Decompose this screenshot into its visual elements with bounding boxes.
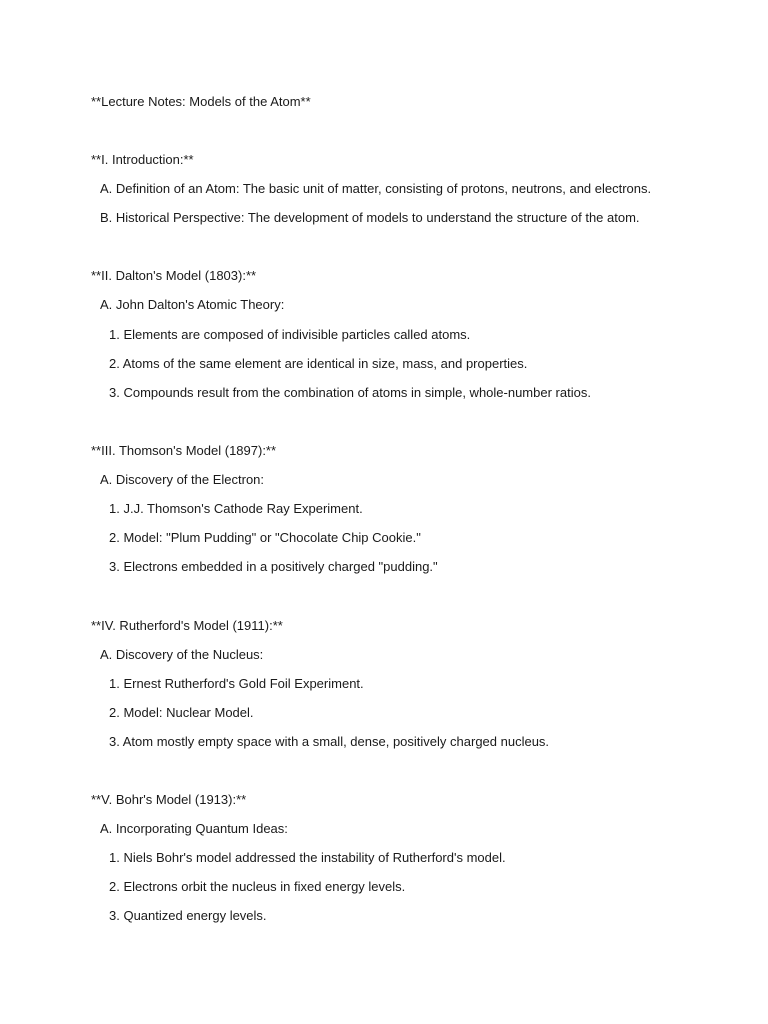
section-heading-rutherford: **IV. Rutherford's Model (1911):**: [91, 618, 283, 633]
list-item: 1. Niels Bohr's model addressed the instability of Rutherford's model.: [109, 850, 506, 865]
subheading: A. Discovery of the Electron:: [100, 472, 265, 487]
subheading: A. John Dalton's Atomic Theory:: [100, 297, 285, 312]
subheading: A. Discovery of the Nucleus:: [100, 647, 264, 662]
list-item: 3. Electrons embedded in a positively charged "pudding.": [109, 559, 438, 574]
section-heading-bohr: **V. Bohr's Model (1913):**: [91, 792, 247, 807]
section-heading-dalton: **II. Dalton's Model (1803):**: [91, 268, 257, 283]
list-item: 3. Quantized energy levels.: [109, 908, 267, 923]
subheading: A. Incorporating Quantum Ideas:: [100, 821, 288, 836]
list-item: 1. Ernest Rutherford's Gold Foil Experiment.: [109, 676, 364, 691]
list-item: 1. Elements are composed of indivisible particles called atoms.: [109, 327, 471, 342]
list-item: 2. Model: Nuclear Model.: [109, 705, 254, 720]
list-item: 2. Electrons orbit the nucleus in fixed energy levels.: [109, 879, 406, 894]
list-item: 2. Atoms of the same element are identical in size, mass, and properties.: [109, 356, 528, 371]
list-item: B. Historical Perspective: The development of models to understand the structure of the atom.: [100, 210, 640, 225]
section-heading-thomson: **III. Thomson's Model (1897):**: [91, 443, 277, 458]
list-item: 3. Compounds result from the combination of atoms in simple, whole-number ratios.: [109, 385, 591, 400]
list-item: A. Definition of an Atom: The basic unit of matter, consisting of protons, neutrons, and electrons.: [100, 181, 652, 196]
list-item: 2. Model: "Plum Pudding" or "Chocolate Chip Cookie.": [109, 530, 421, 545]
list-item: 3. Atom mostly empty space with a small, dense, positively charged nucleus.: [109, 734, 550, 749]
list-item: 1. J.J. Thomson's Cathode Ray Experiment.: [109, 501, 363, 516]
section-heading-introduction: **I. Introduction:**: [91, 152, 194, 167]
document-title: **Lecture Notes: Models of the Atom**: [91, 94, 311, 109]
